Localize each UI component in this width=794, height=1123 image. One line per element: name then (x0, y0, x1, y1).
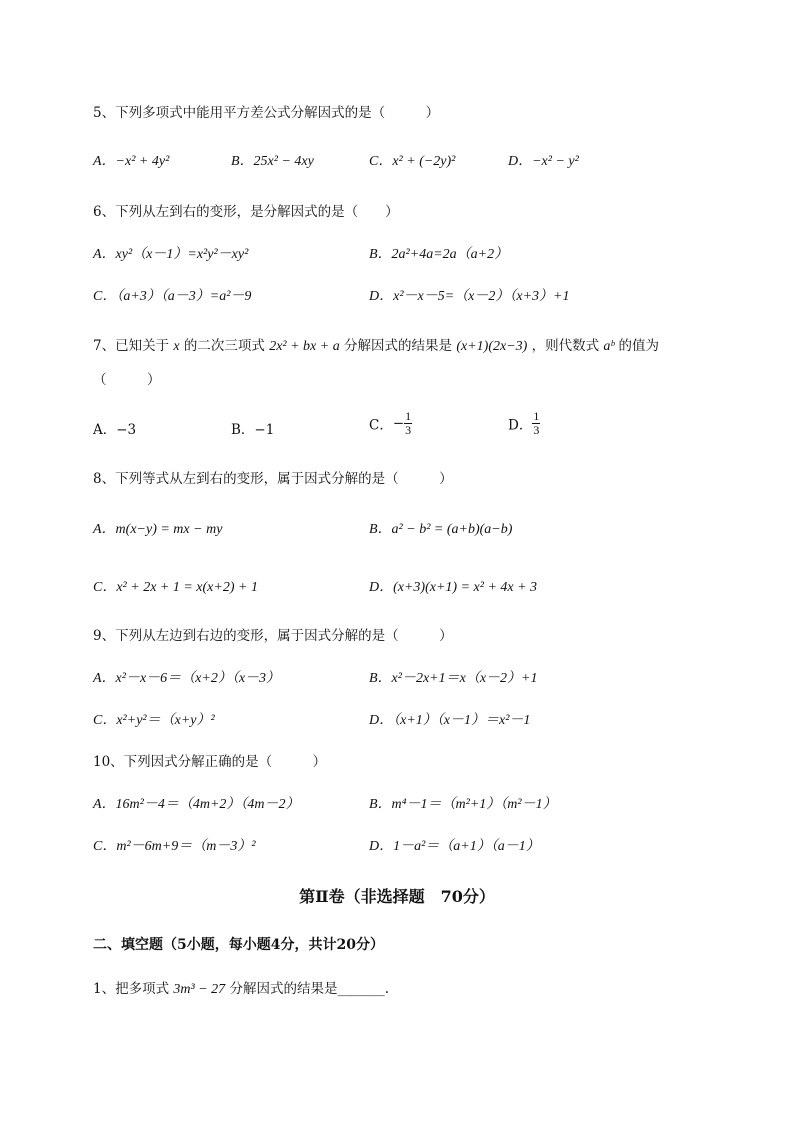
question-7-stem-line2: （ ） (93, 372, 161, 388)
question-7-stem-mid2: 分解因式的结果是 (344, 338, 453, 354)
fraction-numerator: 1 (533, 409, 540, 423)
question-7-option-c (369, 410, 412, 437)
question-7-option-d (508, 410, 540, 437)
question-9-stem: 9、下列从左边到右边的变形，属于因式分解的是（ ） (93, 628, 453, 644)
section-title: 第Ⅱ卷（非选择题 70分） (299, 887, 495, 906)
question-7-stem-mid3: ，则代数式 (531, 338, 600, 354)
question-6-stem: 6、下列从左到右的变形，是分解因式的是（ ） (93, 204, 399, 220)
question-9-option-c: C．x²+y²＝（x+y）² (93, 713, 215, 728)
question-5-option-a: A．−x² + 4y² (93, 154, 170, 169)
question-7-option-a: A．−3 (93, 422, 137, 438)
question-7-stem-mid1: 的二次三项式 (183, 338, 265, 354)
fill-question-1 (93, 977, 389, 998)
question-7-expr: 2x² + bx + a (269, 339, 340, 354)
question-8-option-c: C．x² + 2x + 1 = x(x+2) + 1 (93, 580, 258, 595)
question-5-option-b: B．25x² − 4xy (231, 154, 314, 169)
question-5-stem: 5、下列多项式中能用平方差公式分解因式的是（ ） (93, 105, 440, 121)
fraction-denominator: 3 (533, 423, 540, 437)
question-10-option-c: C．m²－6m+9＝（m－3）² (93, 839, 256, 854)
question-10-option-b: B．m⁴－1＝（m²+1）（m²－1） (369, 797, 557, 812)
question-7-option-c-label: C． (369, 417, 393, 434)
question-10-option-d: D．1－a²＝（a+1）（a－1） (369, 839, 540, 854)
question-6-option-a: A．xy²（x－1）=x²y²－xy² (93, 247, 249, 262)
fill-question-1-end: 分解因式的结果是_______. (229, 981, 389, 997)
question-6-option-b: B．2a²+4a=2a（a+2） (369, 247, 509, 262)
question-7-option-d-fraction (532, 410, 540, 437)
question-9-option-a: A．x²－x－6＝（x+2）（x－3） (93, 671, 281, 686)
question-7-option-c-fraction (404, 410, 412, 437)
question-9-option-b: B．x²－2x+1＝x（x－2）+1 (369, 671, 538, 686)
question-7-stem-end: 的值为 (618, 338, 659, 354)
question-7-stem (93, 334, 659, 355)
question-10-stem: 10、下列因式分解正确的是（ ） (93, 754, 327, 770)
question-7-stem-pre: 7、已知关于 (93, 338, 170, 354)
fraction-numerator: 1 (405, 409, 412, 423)
fill-question-1-expr: 3m³ − 27 (173, 982, 226, 997)
question-6-option-c: C．（a+3）（a－3）=a²－9 (93, 289, 252, 304)
question-7-option-d-label: D． (508, 417, 533, 434)
question-7-option-c-sign: − (392, 415, 405, 432)
question-10-option-a: A．16m²－4＝（4m+2）（4m－2） (93, 797, 300, 812)
question-7-power: aᵇ (603, 339, 615, 354)
question-9-option-d: D．（x+1）（x－1）＝x²－1 (369, 713, 531, 728)
question-8-option-a: A．m(x−y) = mx − my (93, 522, 223, 537)
question-8-option-b: B．a² − b² = (a+b)(a−b) (369, 522, 513, 537)
question-8-stem: 8、下列等式从左到右的变形，属于因式分解的是（ ） (93, 471, 453, 487)
question-5-option-d: D．−x² − y² (508, 154, 579, 169)
question-7-option-b: B．−1 (231, 422, 275, 438)
fill-in-section-heading: 二、填空题（5小题，每小题4分，共计20分） (93, 937, 384, 953)
fill-question-1-pre: 1、把多项式 (93, 981, 170, 997)
fraction-denominator: 3 (405, 423, 412, 437)
question-6-option-d: D．x²－x－5=（x－2）（x+3）+1 (369, 289, 570, 304)
question-5-option-c: C．x² + (−2y)² (369, 154, 456, 169)
question-8-option-d: D．(x+3)(x+1) = x² + 4x + 3 (369, 580, 538, 595)
question-7-var: x (173, 339, 180, 354)
question-7-factored: (x+1)(2x−3) (456, 339, 528, 354)
